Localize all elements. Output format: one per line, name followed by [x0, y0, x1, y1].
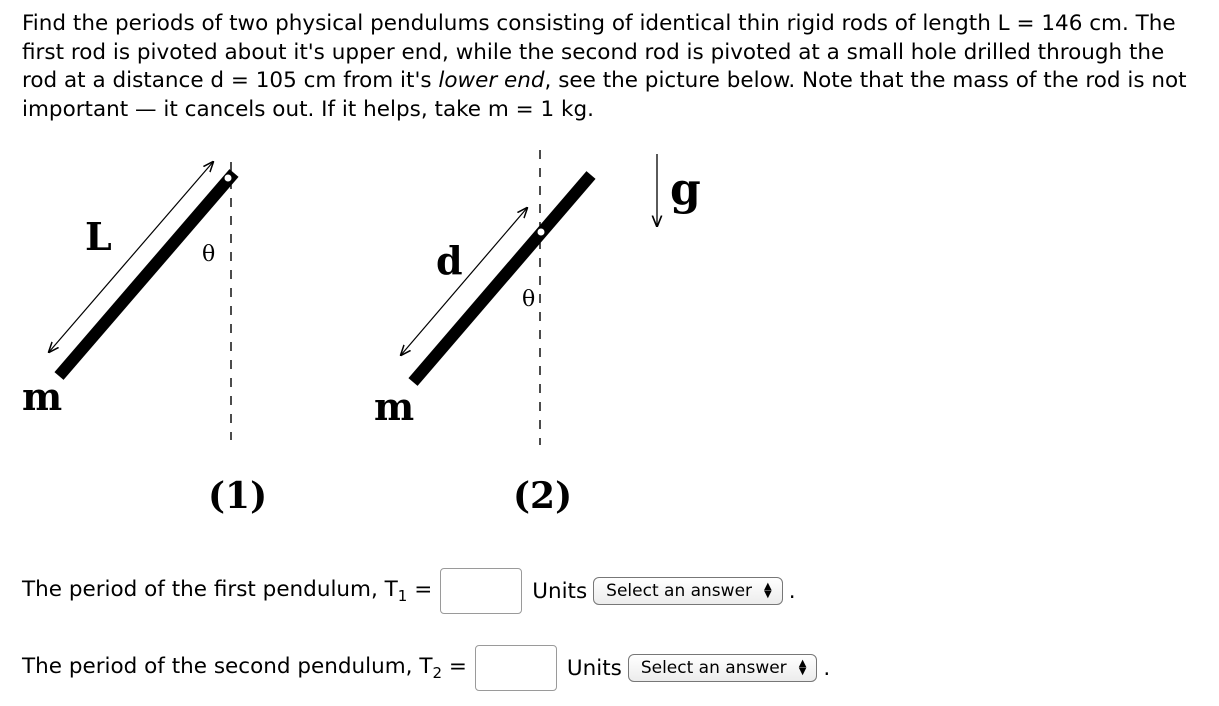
question-label-1: The period of the first pendulum, $T_1$ = [22, 577, 433, 605]
label-theta-1: θ [202, 242, 216, 267]
units-select-1[interactable] [593, 577, 783, 605]
distance-arrow-d [401, 208, 527, 355]
select-arrows-icon: ▲ ▼ [764, 581, 772, 600]
length-arrow-L [49, 162, 216, 352]
trailing-period-2: . [823, 655, 831, 681]
problem-statement [22, 10, 1202, 124]
select-arrows-icon: ▲ ▼ [798, 658, 807, 677]
question-row-1 [22, 568, 796, 614]
label-g: g [670, 164, 701, 215]
problem-text-emphasis: lower end [438, 68, 545, 93]
rod-1 [59, 173, 234, 376]
label-m-2: m [374, 384, 415, 429]
question-label-2: The period of the second pendulum, $T_2$ = [22, 654, 467, 682]
units-select-2[interactable] [628, 654, 818, 682]
label-m-1: m [22, 374, 63, 419]
pendulum-figure [0, 140, 760, 530]
units-label-1: Units [532, 578, 588, 604]
units-label-2: Units [566, 655, 622, 681]
problem-text-part2: , see the picture below. Note that the mass of the rod is not important — it cancels out. If it helps, take m = 1 kg. [22, 68, 1187, 122]
label-L: L [85, 214, 112, 259]
units-select-1-value: Select an answer [606, 581, 753, 601]
period-1-input[interactable] [440, 568, 522, 614]
units-select-2-value: Select an answer [640, 658, 787, 678]
caption-2: (2) [513, 475, 573, 517]
pivot-2 [538, 229, 545, 236]
question-row-2 [22, 645, 830, 691]
label-d: d [436, 238, 463, 283]
pivot-1 [225, 175, 232, 182]
period-2-input[interactable] [475, 645, 557, 691]
trailing-period-1: . [788, 578, 796, 604]
problem-text-part1: Find the periods of two physical pendulums consisting of identical thin rigid rods of length L = 146 cm. The first rod is pivoted about it's upper end, while the second rod is pivoted at a small hole drilled through the rod at a distance d = 105 cm from it's [22, 11, 1176, 93]
caption-1: (1) [208, 475, 268, 517]
label-theta-2: θ [522, 287, 536, 312]
